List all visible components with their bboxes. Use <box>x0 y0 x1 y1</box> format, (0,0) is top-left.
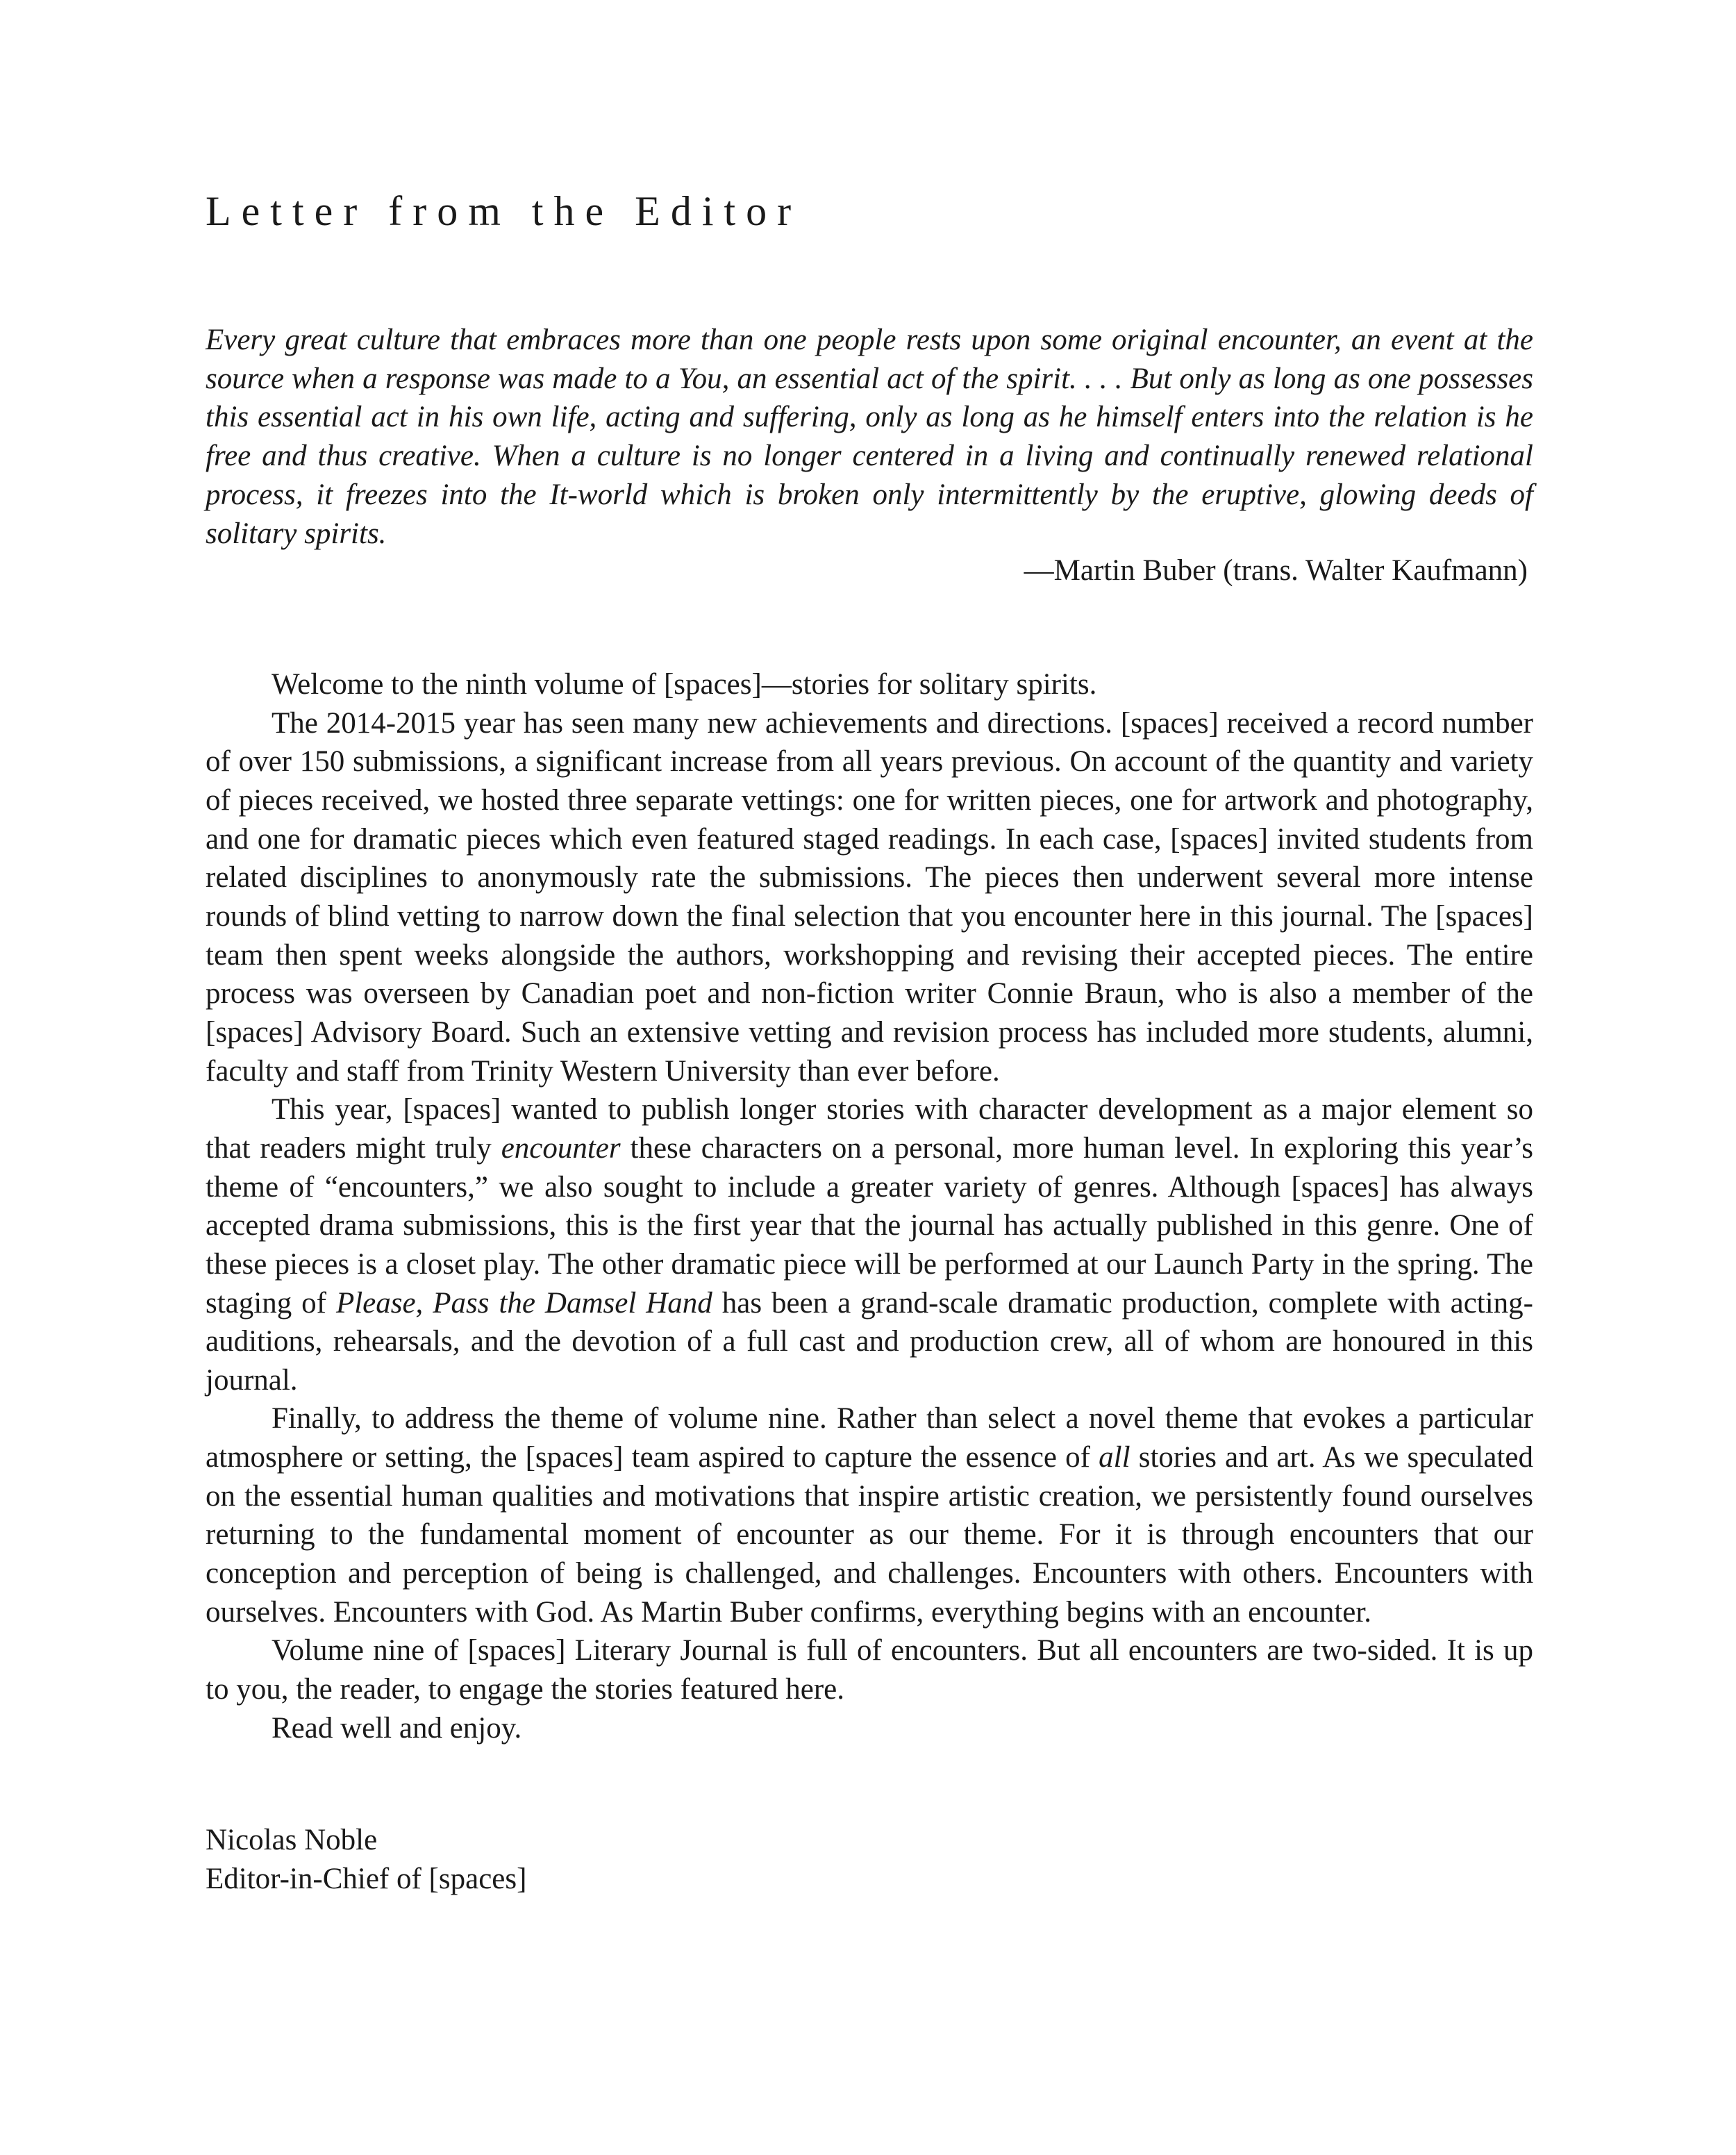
letter-paragraph-theme <box>206 1399 1533 1631</box>
letter-paragraph-genres <box>206 1090 1533 1399</box>
letter-body <box>206 665 1533 1747</box>
text-run: these characters on a personal, more human level. In exploring this year’s theme of “encounters,” we also sought to include a greater variety of genres. Although [spaces] has always accepted drama submissions, this is the first year that the journal has actually published in this genre. One of these pieces is a closet play. The other dramatic piece will be performed at our Launch Party in the spring. The staging of <box>206 1131 1533 1320</box>
text-run: has been a grand-scale dramatic production, complete with acting-auditions, rehearsals, and the devotion of a full cast and production crew, all of whom are honoured in this journal. <box>206 1286 1533 1397</box>
emphasis-text: all <box>1099 1441 1130 1474</box>
letter-paragraph-welcome: Welcome to the ninth volume of [spaces]—stories for solitary spirits. <box>272 668 1097 701</box>
signature-role: Editor-in-Chief of [spaces] <box>206 1862 527 1895</box>
emphasis-text: encounter <box>501 1131 621 1165</box>
text-run: stories and art. As we speculated on the essential human qualities and motivations that inspire artistic creation, we persistently found ourselves returning to the fundamental moment of encounter as our theme. For it is through encounters that our conception and perception of being is challenged, and challenges. Encounters with others. Encounters with ourselves. Encounters with God. As Martin Buber confirms, everything begins with an encounter. <box>206 1441 1533 1629</box>
signature-name: Nicolas Noble <box>206 1824 378 1856</box>
text-run: This year, [spaces] wanted to publish longer stories with character development as a major element so that readers might truly <box>206 1093 1533 1165</box>
epigraph-quote: Every great culture that embraces more than one people rests upon some original encounter, an event at the source when a response was made to a You, an essential act of the spirit. . . . But only as long as one possesses this essential act in his own life, acting and suffering, only as long as he himself enters into the relation is he free and thus creative. When a culture is no longer centered in a living and continually renewed relational process, it freezes into the It-world which is broken only intermittently by the eruptive, glowing deeds of solitary spirits. <box>206 324 1533 550</box>
letter-paragraph-closing: Read well and enjoy. <box>272 1711 522 1745</box>
page <box>206 0 1533 2155</box>
epigraph-attribution: —Martin Buber (trans. Walter Kaufmann) <box>1024 554 1528 587</box>
text-run: Finally, to address the theme of volume nine. Rather than select a novel theme that evokes a particular atmosphere or setting, the [spaces] team aspired to capture the essence of <box>206 1402 1533 1474</box>
play-title: Please, Pass the Damsel Hand <box>335 1286 712 1320</box>
letter-paragraph-achievements: The 2014-2015 year has seen many new achievements and directions. [spaces] received a record number of over 150 submissions, a significant increase from all years previous. On account of the quantity and variety of pieces received, we hosted three separate vettings: one for written pieces, one for artwork and photography, and one for dramatic pieces which even featured staged readings. In each case, [spaces] invited students from related disciplines to anonymously rate the submissions. The pieces then underwent several more intense rounds of blind vetting to narrow down the final selection that you encounter here in this journal. The [spaces] team then spent weeks alongside the authors, workshopping and revising their accepted pieces. The entire process was overseen by Canadian poet and non-fiction writer Connie Braun, who is also a member of the [spaces] Advisory Board. Such an extensive vetting and revision process has included more students, alumni, faculty and staff from Trinity Western University than ever before. <box>206 706 1533 1088</box>
letter-paragraph-encounters: Volume nine of [spaces] Literary Journal is full of encounters. But all encounters are two-sided. It is up to you, the reader, to engage the stories featured here. <box>206 1634 1533 1706</box>
page-title: Letter from the Editor <box>206 188 802 234</box>
signature-block <box>206 1821 526 1898</box>
